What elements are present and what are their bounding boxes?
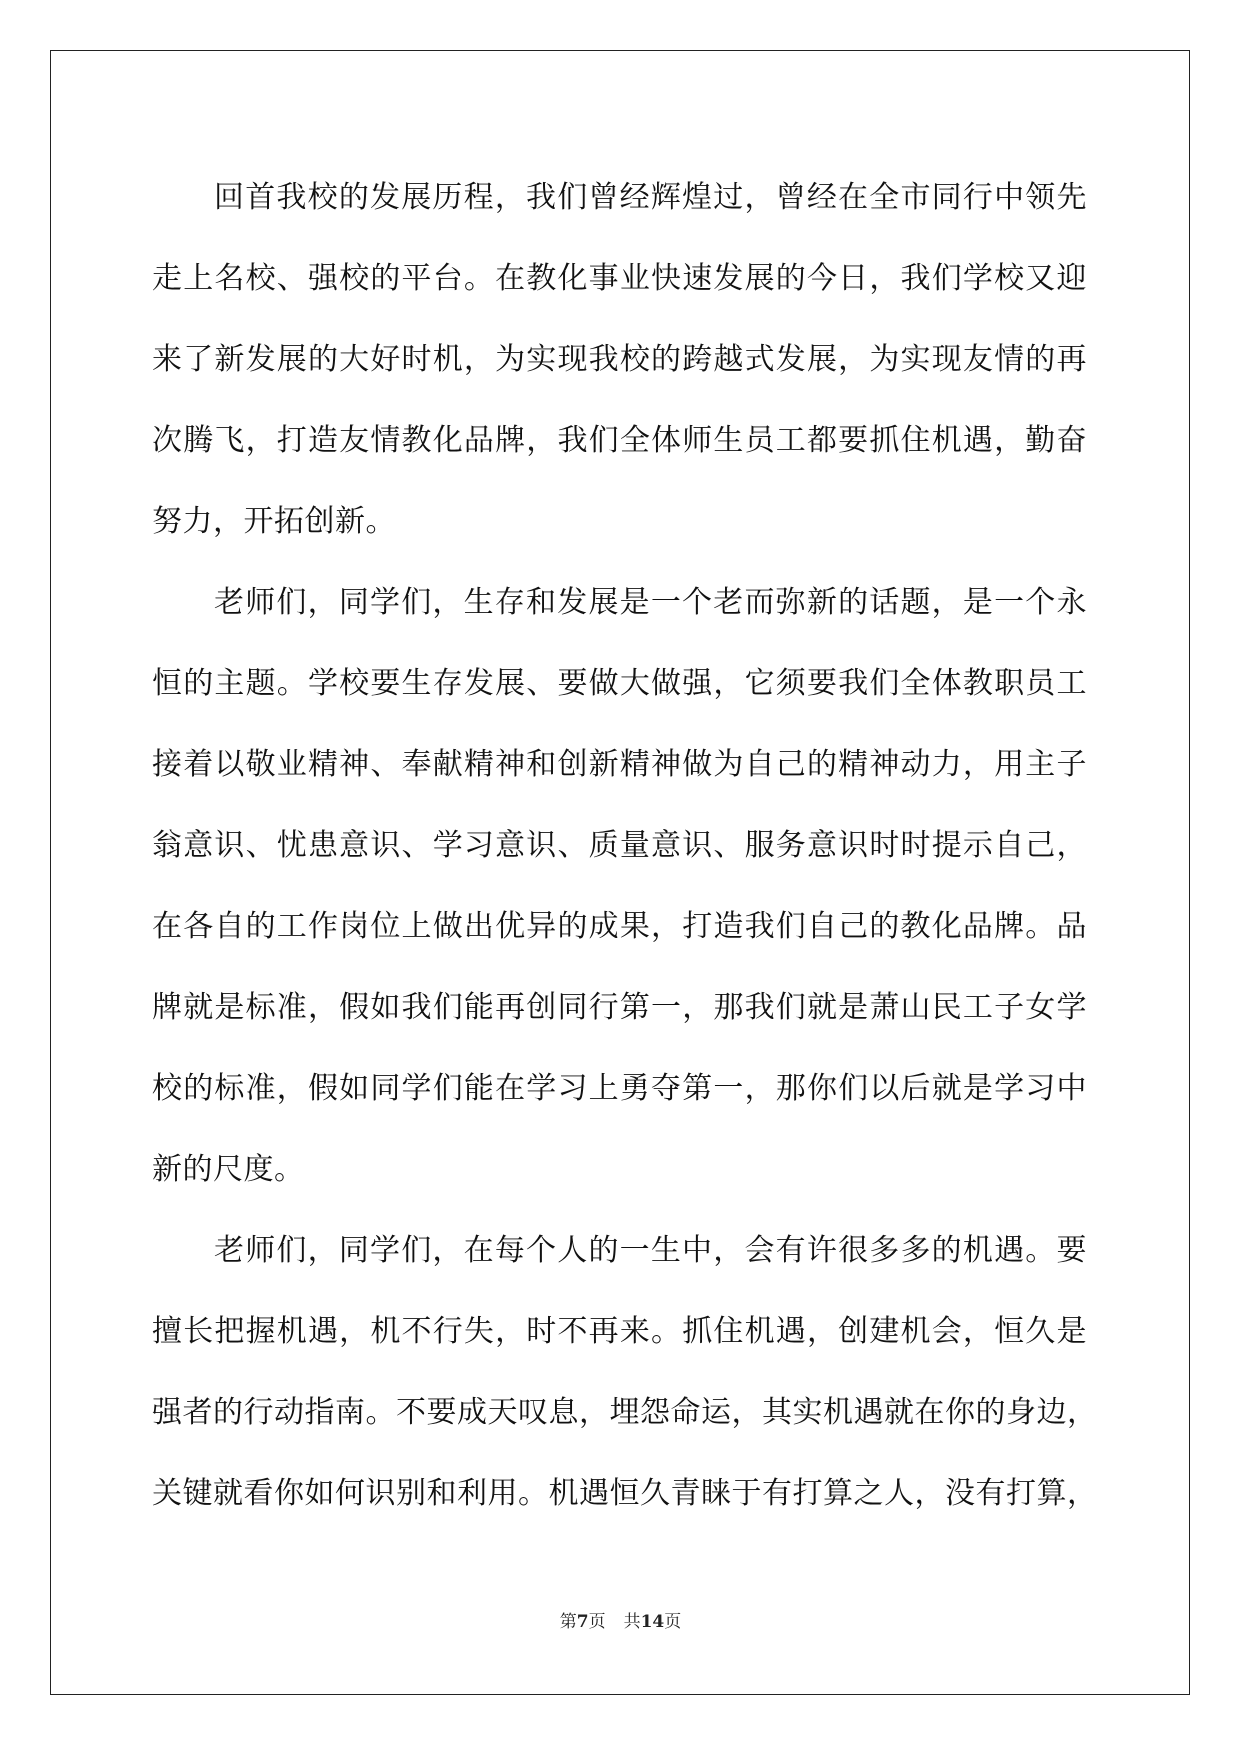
page-footer xyxy=(0,1607,1241,1632)
page-total-suffix: 页 xyxy=(664,1612,682,1632)
paragraph-2-line-7: 校的标准，假如同学们能在学习上勇夺第一，那你们以后就是学习中 xyxy=(152,1071,1087,1106)
paragraph-2-line-3: 接着以敬业精神、奉献精神和创新精神做为自己的精神动力，用主子 xyxy=(152,747,1087,782)
page-number-prefix: 第 xyxy=(559,1612,577,1632)
paragraph-2-line-8: 新的尺度。 xyxy=(152,1152,305,1187)
paragraph-2-line-4: 翁意识、忧患意识、学习意识、质量意识、服务意识时时提示自己， xyxy=(152,828,1087,863)
paragraph-2-line-5: 在各自的工作岗位上做出优异的成果，打造我们自己的教化品牌。品 xyxy=(152,909,1087,944)
paragraph-3-line-2: 擅长把握机遇，机不行失，时不再来。抓住机遇，创建机会，恒久是 xyxy=(152,1314,1087,1349)
paragraph-1-line-4: 次腾飞，打造友情教化品牌，我们全体师生员工都要抓住机遇，勤奋 xyxy=(152,423,1087,458)
page-number-current: 7 xyxy=(576,1612,589,1632)
page-total-count: 14 xyxy=(640,1612,665,1632)
paragraph-3-line-4: 关键就看你如何识别和利用。机遇恒久青睐于有打算之人，没有打算， xyxy=(152,1476,1098,1511)
document-body xyxy=(152,157,1098,1534)
page-total-prefix: 共 xyxy=(623,1612,641,1632)
page-number-suffix: 页 xyxy=(588,1612,606,1632)
paragraph-3-line-3: 强者的行动指南。不要成天叹息，埋怨命运，其实机遇就在你的身边， xyxy=(152,1395,1098,1430)
paragraph-2-line-1: 老师们，同学们，生存和发展是一个老而弥新的话题，是一个永 xyxy=(214,585,1087,620)
paragraph-1-line-3: 来了新发展的大好时机，为实现我校的跨越式发展，为实现友情的再 xyxy=(152,342,1087,377)
paragraph-1-line-1: 回首我校的发展历程，我们曾经辉煌过，曾经在全市同行中领先 xyxy=(214,180,1087,215)
paragraph-2-line-6: 牌就是标准，假如我们能再创同行第一，那我们就是萧山民工子女学 xyxy=(152,990,1087,1025)
paragraph-2-line-2: 恒的主题。学校要生存发展、要做大做强，它须要我们全体教职员工 xyxy=(152,666,1087,701)
paragraph-1-line-5: 努力，开拓创新。 xyxy=(152,504,396,539)
paragraph-3-line-1: 老师们，同学们，在每个人的一生中，会有许很多多的机遇。要 xyxy=(214,1233,1087,1268)
paragraph-1-line-2: 走上名校、强校的平台。在教化事业快速发展的今日，我们学校又迎 xyxy=(152,261,1087,296)
